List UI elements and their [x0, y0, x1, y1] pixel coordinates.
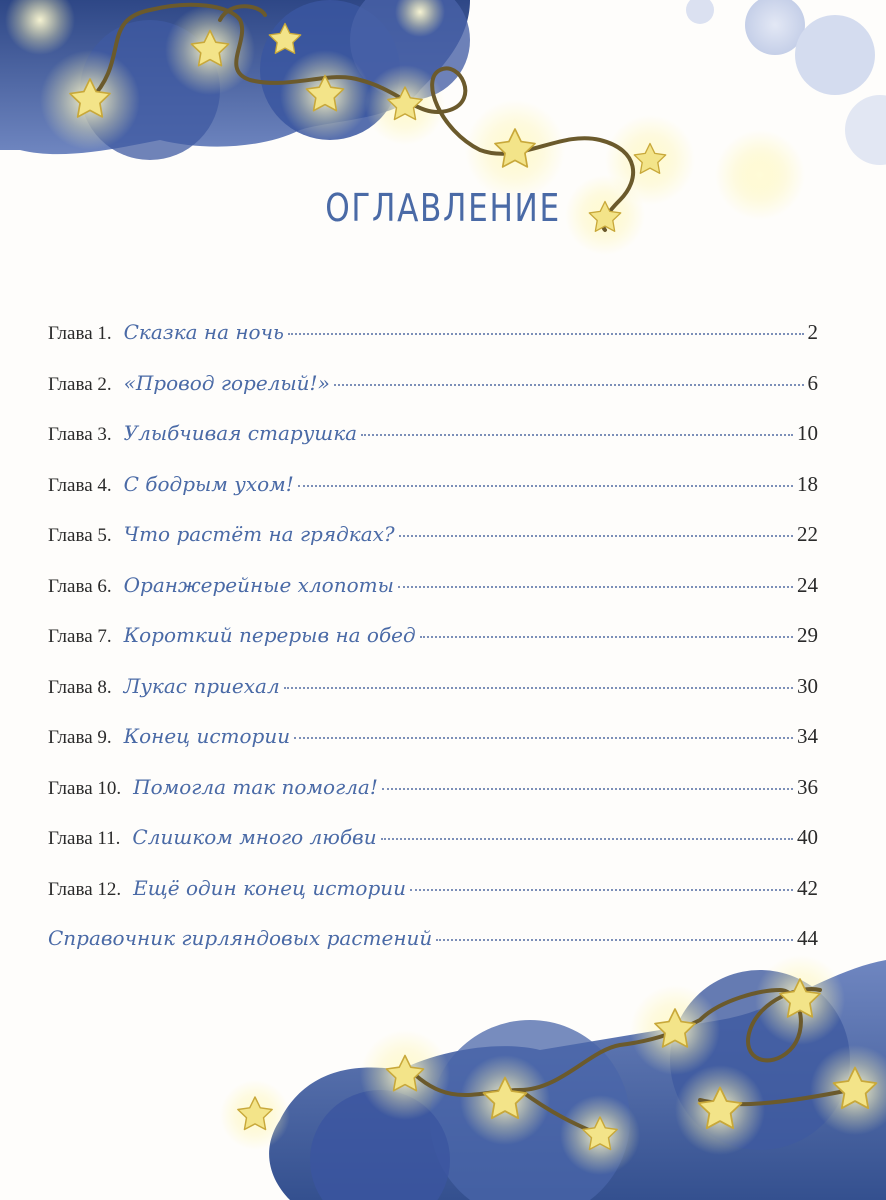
- page-number: 10: [797, 421, 818, 445]
- dot-leader: [410, 889, 793, 891]
- chapter-title: Улыбчивая старушка: [123, 421, 358, 445]
- page-number: 44: [797, 926, 818, 950]
- toc-entry[interactable]: [48, 371, 818, 422]
- chapter-number: Глава 7.: [48, 626, 112, 647]
- dot-leader: [382, 788, 793, 790]
- page-number: 24: [797, 572, 818, 597]
- toc-entry[interactable]: [48, 775, 818, 826]
- page-number: 40: [797, 825, 818, 849]
- chapter-number: Глава 11.: [48, 828, 121, 849]
- chapter-title: Ещё один конец истории: [133, 875, 407, 900]
- dot-leader: [381, 838, 793, 840]
- chapter-number: Глава 5.: [48, 525, 112, 546]
- table-of-contents: [48, 320, 818, 977]
- dot-leader: [298, 485, 793, 487]
- chapter-title: Помогла так помогла!: [133, 774, 378, 799]
- toc-entry[interactable]: [48, 825, 818, 876]
- dot-leader: [399, 535, 793, 537]
- chapter-number: Глава 10.: [48, 777, 122, 799]
- dot-leader: [436, 939, 793, 941]
- chapter-number: Глава 3.: [48, 424, 112, 445]
- page-number: 22: [797, 522, 818, 546]
- chapter-title: Короткий перерыв на обед: [123, 623, 416, 647]
- chapter-title: Слишком много любви: [132, 825, 377, 849]
- chapter-title: Лукас приехал: [123, 673, 280, 698]
- page-number: 36: [797, 774, 818, 799]
- dot-leader: [420, 636, 793, 638]
- chapter-number: Глава 4.: [48, 474, 112, 496]
- dot-leader: [294, 737, 793, 739]
- dot-leader: [288, 333, 804, 335]
- chapter-number: Глава 1.: [48, 323, 112, 344]
- dot-leader: [334, 384, 804, 386]
- toc-entry[interactable]: [48, 421, 818, 472]
- page-number: 2: [807, 320, 818, 344]
- dot-leader: [284, 687, 793, 689]
- chapter-title: Оранжерейные хлопоты: [123, 572, 394, 597]
- appendix-title: Справочник гирляндовых растений: [48, 926, 433, 950]
- chapter-title: Что растёт на грядках?: [123, 522, 395, 546]
- chapter-title: «Провод горелый!»: [123, 370, 330, 395]
- toc-entry[interactable]: [48, 320, 818, 371]
- dot-leader: [398, 586, 793, 588]
- toc-entry[interactable]: [48, 522, 818, 573]
- toc-entry[interactable]: [48, 926, 818, 977]
- toc-entry[interactable]: [48, 876, 818, 927]
- chapter-title: С бодрым ухом!: [123, 471, 294, 496]
- chapter-number: Глава 12.: [48, 878, 122, 900]
- toc-entry[interactable]: [48, 472, 818, 523]
- toc-entry[interactable]: [48, 674, 818, 725]
- chapter-title: Сказка на ночь: [123, 320, 284, 344]
- chapter-title: Конец истории: [123, 724, 291, 748]
- page-title: ОГЛАВЛЕНИЕ: [325, 186, 561, 230]
- page-number: 42: [797, 875, 818, 900]
- chapter-number: Глава 8.: [48, 676, 112, 698]
- page-number: 29: [797, 623, 818, 647]
- page-number: 6: [807, 370, 818, 395]
- page-number: 34: [797, 724, 818, 748]
- chapter-number: Глава 6.: [48, 575, 112, 597]
- page-number: 18: [797, 471, 818, 496]
- page-number: 30: [797, 673, 818, 698]
- chapter-number: Глава 2.: [48, 373, 112, 395]
- toc-entry[interactable]: [48, 724, 818, 775]
- toc-entry[interactable]: [48, 573, 818, 624]
- chapter-number: Глава 9.: [48, 727, 112, 748]
- toc-entry[interactable]: [48, 623, 818, 674]
- dot-leader: [361, 434, 793, 436]
